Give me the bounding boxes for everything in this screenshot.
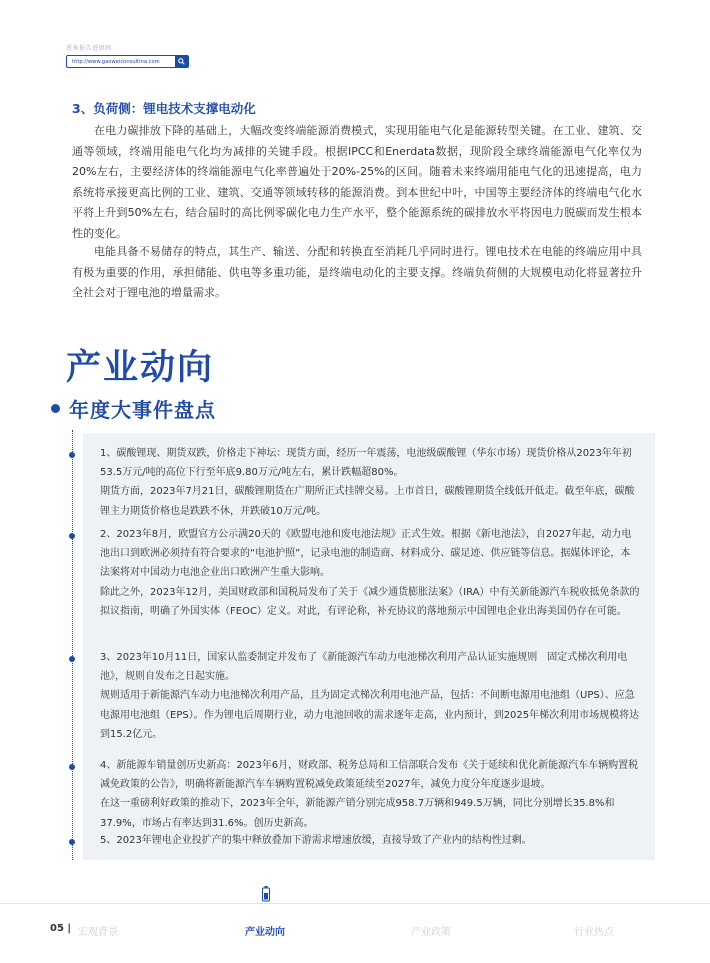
timeline-dot bbox=[69, 533, 75, 539]
event-text: 2、2023年8月，欧盟官方公示满20天的《欧盟电池和废电池法规》正式生效。根据《新电池法》，自2027年起，动力电池出口到欧洲必须持有符合要求的“电池护照”，记录电池的制造商、材料成分、碳足迹、供应链等信息。据媒体评论，本法案将对中国动力电池企业出口欧洲产生重大影响。 bbox=[100, 529, 632, 579]
event-item bbox=[100, 648, 640, 744]
url-box[interactable] bbox=[66, 55, 189, 68]
event-text: 期货方面，2023年7月21日，碳酸锂期货在广期所正式挂牌交易。上市首日，碳酸锂期货全线低开低走。截至年底，碳酸锂主力期货价格也是跌跌不休，并跌破10万元/吨。 bbox=[100, 486, 635, 517]
brand-header bbox=[66, 43, 189, 68]
timeline-dot bbox=[69, 452, 75, 458]
footer-nav-item[interactable]: 宏观背景 bbox=[78, 927, 118, 938]
footer-divider bbox=[0, 903, 710, 904]
event-text: 规则适用于新能源汽车动力电池梯次利用产品，且为固定式梯次利用电池产品，包括：不间断电源用电池组（UPS）、应急电源用电池组（EPS）。作为锂电后周期行业，动力电池回收的需求逐年走高，业内预计，到2025年梯次利用市场规模将达到15.2亿元。 bbox=[100, 690, 640, 740]
event-text: 3、2023年10月11日，国家认监委制定并发布了《新能源汽车动力电池梯次利用产品认证实施规则 固定式梯次利用电池》，规则自发布之日起实施。 bbox=[100, 652, 628, 683]
search-icon[interactable] bbox=[175, 56, 188, 67]
page-title: 产业动向 bbox=[66, 348, 215, 388]
event-item bbox=[100, 444, 640, 521]
event-text: 4、新能源车销量创历史新高：2023年6月，财政部、税务总局和工信部联合发布《关于延续和优化新能源汽车车辆购置税减免政策的公告》，明确将新能源汽车车辆购置税减免政策延续至2027年，减免力度分年度逐步退坡。 bbox=[100, 760, 639, 791]
footer-nav-item-active[interactable]: 产业动向 bbox=[245, 927, 285, 938]
subtitle-bullet bbox=[51, 404, 60, 413]
footer-nav-item[interactable]: 行业热点 bbox=[574, 927, 614, 938]
footer-nav bbox=[0, 923, 710, 943]
page-subtitle: 年度大事件盘点 bbox=[69, 398, 216, 422]
timeline-dot bbox=[69, 764, 75, 770]
url-text[interactable]: http://www.gaoweiconsultina.com bbox=[72, 58, 160, 65]
event-text: 5、2023年锂电企业投扩产的集中释放叠加下游需求增速放缓，直接导致了产业内的结构性过剩。 bbox=[100, 835, 532, 846]
event-text: 除此之外，2023年12月，美国财政部和国税局发布了关于《减少通货膨胀法案》（IRA）中有关新能源汽车税收抵免条款的拟议指南，明确了外国实体（FEOC）定义。对此，有评论称，补充协议的落地预示中国锂电企业出海美国仍存在可能。 bbox=[100, 586, 640, 617]
timeline-line bbox=[72, 430, 73, 860]
event-item bbox=[100, 756, 640, 833]
paragraph-2: 电能具备不易储存的特点，其生产、输送、分配和转换直至消耗几乎同时进行。锂电技术在电能的终端应用中具有极为重要的作用，承担储能、供电等多重功能，是终端电动化的主要支撑。终端负荷侧的大规模电动化将显著拉升全社会对于锂电池的增量需求。 bbox=[72, 245, 642, 299]
brand-name: 賈多报告进团网 bbox=[66, 45, 112, 52]
footer-nav-item[interactable]: 产业政策 bbox=[411, 927, 451, 938]
event-item bbox=[100, 525, 640, 621]
event-text: 1、碳酸锂现、期货双跌，价格走下神坛：现货方面，经历一年震荡，电池级碳酸锂（华东市场）现货价格从2023年年初53.5万元/吨的高位下行至年底9.80万元/吨左右，累计跌幅超80%。 bbox=[100, 448, 632, 479]
page-number: 05 | bbox=[50, 923, 72, 934]
timeline-dot bbox=[69, 839, 75, 845]
event-item bbox=[100, 831, 640, 850]
timeline-dot bbox=[69, 656, 75, 662]
paragraph-1: 在电力碳排放下降的基础上，大幅改变终端能源消费模式，实现用能电气化是能源转型关键。在工业、建筑、交通等领域，终端用能电气化均为减排的关键手段。根据IPCC和Enerdata数据，现阶段全球终端能源电气化率仅为20%左右，主要经济体的终端能源电气化率普遍处于20%-25%的区间。随着未来终端用能电气化的迅速提高，电力系统将承接更高比例的工业、建筑、交通等领域转移的能源消费。到本世纪中叶，中国等主要经济体的终端电气化水平将上升到50%左右，结合届时的高比例零碳化电力生产水平，整个能源系统的碳排放水平将因电力脱碳而发生根本性的变化。 bbox=[72, 124, 642, 240]
section-heading: 3、负荷侧：锂电技术支撑电动化 bbox=[72, 101, 256, 116]
event-text: 在这一重磅利好政策的推动下，2023年全年，新能源产销分别完成958.7万辆和949.5万辆，同比分别增长35.8%和37.9%，市场占有率达到31.6%。创历史新高。 bbox=[100, 798, 615, 829]
